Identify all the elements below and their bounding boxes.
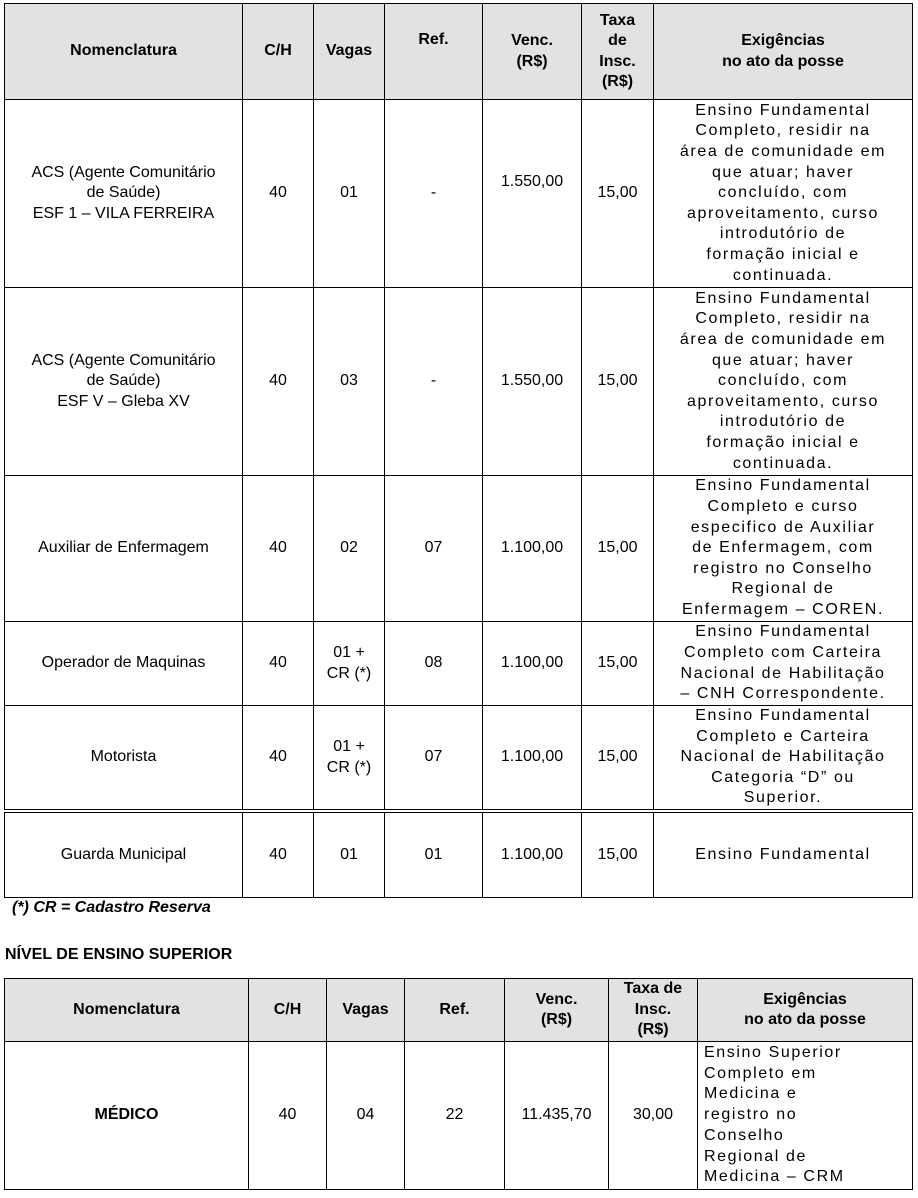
cell-nomenclatura: ACS (Agente Comunitário de Saúde) ESF V – Gleba XV: [5, 288, 243, 476]
cell-venc: 1.100,00: [483, 706, 582, 810]
cell-venc: 1.100,00: [483, 813, 582, 898]
footnote-cadastro-reserva: (*) CR = Cadastro Reserva: [12, 899, 211, 916]
header-exigencias: Exigências no ato da posse: [654, 4, 913, 100]
cell-taxa: 15,00: [582, 476, 654, 622]
cargos-table-superior: [4, 978, 913, 1190]
cell-exigencias: Ensino Fundamental Completo, residir na área de comunidade em que atuar; haver concluído, com aproveitamento, curso introdutório de formação inicial e continuada.: [654, 100, 913, 288]
cell-ch: 40: [243, 813, 314, 898]
cell-ch: 40: [243, 476, 314, 622]
cargos-table-fundamental: [4, 3, 913, 810]
cell-ref: -: [385, 288, 483, 476]
cell-ref: 07: [385, 706, 483, 810]
header-venc: Venc. (R$): [483, 4, 582, 100]
cell-ref: 01: [385, 813, 483, 898]
header-vagas: Vagas: [327, 979, 405, 1042]
cell-exigencias: Ensino Superior Completo em Medicina e registro no Conselho Regional de Medicina – CRM: [698, 1042, 913, 1190]
cell-ref: 07: [385, 476, 483, 622]
cell-nomenclatura: Motorista: [5, 706, 243, 810]
cell-taxa: 15,00: [582, 706, 654, 810]
header-ch: C/H: [243, 4, 314, 100]
cell-ch: 40: [243, 622, 314, 706]
cell-taxa: 15,00: [582, 813, 654, 898]
cell-taxa: 30,00: [609, 1042, 698, 1190]
cell-ch: 40: [243, 288, 314, 476]
table-row: [5, 622, 913, 706]
header-ref: Ref.: [405, 979, 505, 1042]
table-row: [5, 706, 913, 810]
cell-taxa: 15,00: [582, 622, 654, 706]
cell-taxa: 15,00: [582, 288, 654, 476]
cell-nomenclatura: Guarda Municipal: [5, 813, 243, 898]
cell-ch: 40: [249, 1042, 327, 1190]
cell-nomenclatura: Operador de Maquinas: [5, 622, 243, 706]
cell-vagas: 01: [314, 813, 385, 898]
cell-vagas: 01 + CR (*): [314, 622, 385, 706]
cell-nomenclatura: ACS (Agente Comunitário de Saúde) ESF 1 – VILA FERREIRA: [5, 100, 243, 288]
table-row: [5, 100, 913, 288]
table-row: [5, 476, 913, 622]
header-nomenclatura: Nomenclatura: [5, 4, 243, 100]
table-row: [5, 1042, 913, 1190]
cell-exigencias: Ensino Fundamental Completo e Carteira Nacional de Habilitação Categoria “D” ou Superior.: [654, 706, 913, 810]
header-exigencias: Exigências no ato da posse: [698, 979, 913, 1042]
header-vagas: Vagas: [314, 4, 385, 100]
cell-exigencias: Ensino Fundamental Completo e curso especifico de Auxiliar de Enfermagem, com registro no Conselho Regional de Enfermagem – COREN.: [654, 476, 913, 622]
header-taxa: Taxa de Insc. (R$): [582, 4, 654, 100]
header-taxa: Taxa de Insc. (R$): [609, 979, 698, 1042]
table-header-row: [5, 4, 913, 100]
table-row: [5, 813, 913, 898]
cell-ch: 40: [243, 100, 314, 288]
cell-ref: 22: [405, 1042, 505, 1190]
header-ch: C/H: [249, 979, 327, 1042]
cell-ref: -: [385, 100, 483, 288]
table-header-row: [5, 979, 913, 1042]
header-nomenclatura: Nomenclatura: [5, 979, 249, 1042]
cell-vagas: 03: [314, 288, 385, 476]
cell-venc: 11.435,70: [505, 1042, 609, 1190]
header-venc: Venc. (R$): [505, 979, 609, 1042]
cell-nomenclatura: Auxiliar de Enfermagem: [5, 476, 243, 622]
cell-exigencias: Ensino Fundamental Completo, residir na área de comunidade em que atuar; haver concluído, com aproveitamento, curso introdutório de formação inicial e continuada.: [654, 288, 913, 476]
cell-vagas: 04: [327, 1042, 405, 1190]
table-row: [5, 288, 913, 476]
cell-venc: 1.550,00: [483, 100, 582, 288]
cell-vagas: 01 + CR (*): [314, 706, 385, 810]
cell-vagas: 02: [314, 476, 385, 622]
cell-exigencias: Ensino Fundamental Completo com Carteira Nacional de Habilitação – CNH Correspondente.: [654, 622, 913, 706]
section-title: NÍVEL DE ENSINO SUPERIOR: [5, 946, 233, 963]
cell-vagas: 01: [314, 100, 385, 288]
cargos-table-guarda: [4, 812, 913, 898]
cell-venc: 1.100,00: [483, 622, 582, 706]
cell-nomenclatura: MÉDICO: [5, 1042, 249, 1190]
cell-exigencias: Ensino Fundamental: [654, 813, 913, 898]
cell-ch: 40: [243, 706, 314, 810]
cell-venc: 1.100,00: [483, 476, 582, 622]
cell-venc: 1.550,00: [483, 288, 582, 476]
header-ref: Ref.: [385, 4, 483, 100]
cell-ref: 08: [385, 622, 483, 706]
cell-taxa: 15,00: [582, 100, 654, 288]
